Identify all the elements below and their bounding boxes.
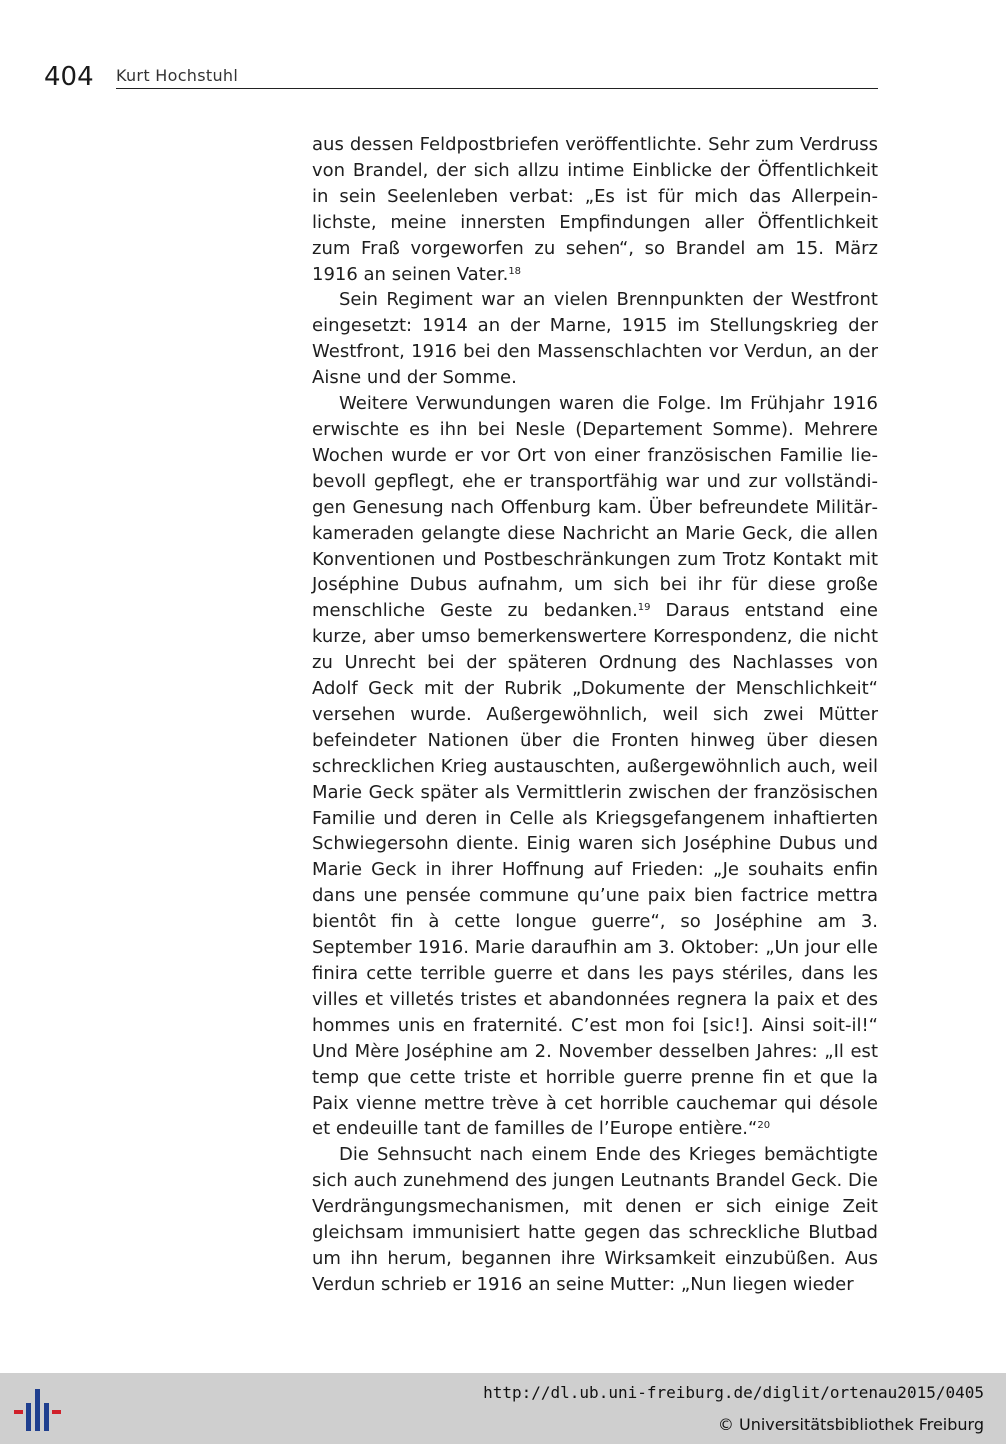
footnote-ref-19[interactable]: 19 bbox=[637, 602, 651, 614]
paragraph-1-text: aus dessen Feldpostbriefen veröffentlichte. Sehr zum Verdruss von Brandel, der sich allzu intime Einblicke der Öffentlichkeit in sein Seelenleben verbat: „Es ist für mich das Allerpeinlichste, meine innersten Empfindungen aller Öffentlichkeit zum Fraß vorgeworfen zu sehen“, so Brandel am 15. März 1916 an seinen Vater. bbox=[312, 134, 878, 285]
paragraph-1 bbox=[312, 132, 878, 287]
body-text bbox=[312, 132, 878, 1298]
paragraph-3 bbox=[312, 391, 878, 1142]
paragraph-3-text: Weitere Verwundungen waren die Folge. Im Frühjahr 1916 erwischte es ihn bei Nesle (Departement Somme). Mehrere Wochen wurde er vor Ort von einer französischen Familie liebevoll gepflegt, ehe er transportfähig war und zur vollständigen Genesung nach Offenburg kam. Über befreundete Militärkameraden gelangte diese Nachricht an Marie Geck, die allen Konventionen und Postbeschränkungen zum Trotz Kontakt mit Joséphine Dubus aufnahm, um sich bei ihr für diese große menschliche Geste zu bedanken. bbox=[312, 393, 878, 622]
paragraph-4-text: Die Sehnsucht nach einem Ende des Krieges bemächtigte sich auch zunehmend des jungen Leutnants Brandel Geck. Die Verdrängungsmechanismen, mit denen er sich einige Zeit gleichsam immunisiert hatte gegen das schreckliche Blutbad um ihn herum, begannen ihre Wirksamkeit einzubüßen. Aus Verdun schrieb er 1916 an seine Mutter: „Nun liegen wieder bbox=[312, 1144, 878, 1295]
copyright-notice: © Universitätsbibliothek Freiburg bbox=[717, 1415, 984, 1434]
page-number: 404 bbox=[44, 62, 94, 92]
document-url-link[interactable]: http://dl.ub.uni-freiburg.de/diglit/ortenau2015/0405 bbox=[483, 1383, 984, 1402]
ub-freiburg-logo-icon bbox=[12, 1387, 64, 1433]
footnote-ref-20[interactable]: 20 bbox=[757, 1120, 771, 1132]
running-head: Kurt Hochstuhl bbox=[116, 66, 239, 85]
footnote-ref-18[interactable]: 18 bbox=[508, 265, 522, 277]
header-rule bbox=[116, 88, 878, 89]
paragraph-2-text: Sein Regiment war an vielen Brennpunkten der Westfront eingesetzt: 1914 an der Marne, 1915 im Stellungskrieg der Westfront, 1916 bei den Massenschlachten vor Verdun, an der Aisne und der Somme. bbox=[312, 289, 878, 389]
footer-bar bbox=[0, 1373, 1006, 1444]
paragraph-3-text-continued: Daraus entstand eine kurze, aber umso bemerkenswertere Korrespondenz, die nicht zu Unrecht bei der späteren Ordnung des Nachlasses von Adolf Geck mit der Rubrik „Dokumente der Menschlichkeit“ versehen wurde. Außergewöhnlich, weil sich zwei Mütter befeindeter Nationen über die Fronten hinweg über diesen schrecklichen Krieg austauschten, außergewöhnlich auch, weil Marie Geck später als Vermittlerin zwischen der französischen Familie und deren in Celle als Kriegsgefangenem inhaftierten Schwiegersohn diente. Einig waren sich Joséphine Dubus und Marie Geck in ihrer Hoffnung auf Frieden: „Je souhaits enfin dans une pensée commune qu’une paix bien factrice mettra bientôt fin à cette longue guerre“, so Joséphine am 3. September 1916. Marie daraufhin am 3. Oktober: „Un jour elle finira cette terrible guerre et dans les pays stériles, dans les villes et villetés tristes et abandonnées regnera la paix et des hommes unis en fraternité. C’est mon foi [sic!]. Ainsi soit-il!“ Und Mère Joséphine am 2. November desselben Jahres: „Il est temp que cette triste et horrible guerre prenne fin et que la Paix vienne mettre trève à cet horrible cauchemar qui désole et endeuille tant de familles de l’Europe entière.“ bbox=[312, 600, 879, 1140]
paragraph-4 bbox=[312, 1142, 878, 1297]
paragraph-2 bbox=[312, 287, 878, 391]
